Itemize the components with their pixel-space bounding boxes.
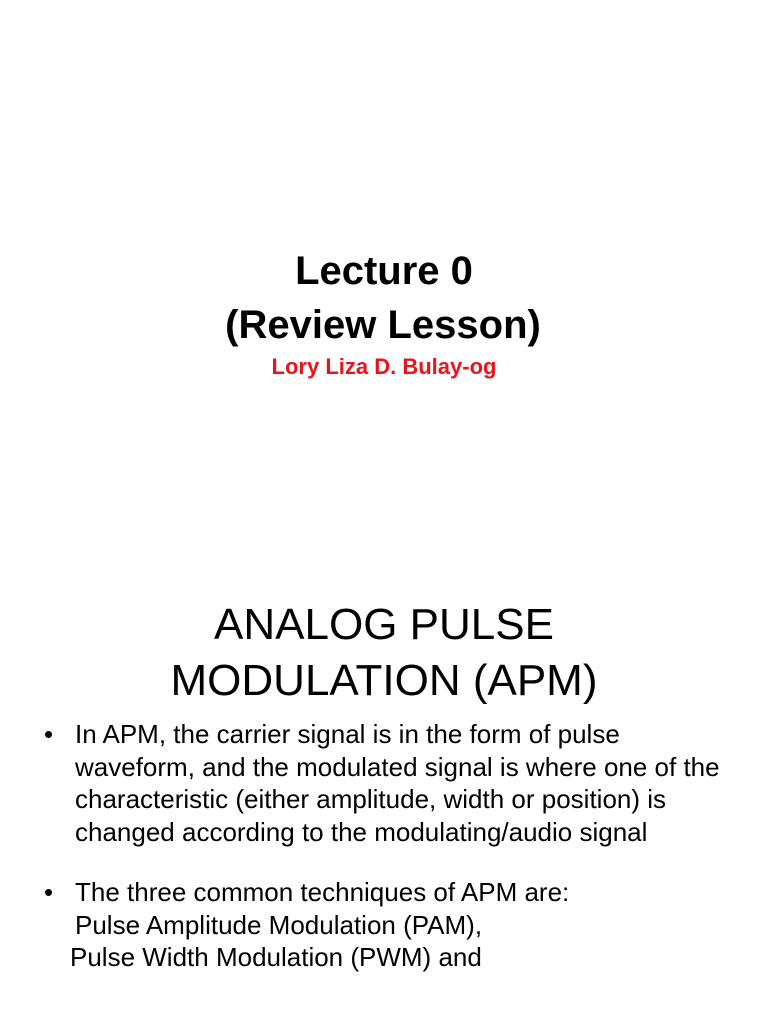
bullet-text-line2: Pulse Amplitude Modulation (PAM),	[75, 909, 483, 940]
lecture-title-line2: (Review Lesson)	[225, 303, 541, 347]
bullet-dot-icon: •	[44, 719, 54, 749]
title-slide	[0, 0, 768, 390]
bullet-item	[0, 718, 768, 848]
bullet-text: In APM, the carrier signal is in the form of pulse waveform, and the modulated signal is where one of the characteristic (either amplitude, width or position) is changed according to the modulating/audio signal	[75, 719, 720, 847]
section-title-line2: MODULATION (APM)	[170, 656, 598, 705]
section-title-line1: ANALOG PULSE	[214, 600, 554, 649]
bullet-dot-icon: •	[44, 877, 54, 907]
lecture-title	[0, 247, 768, 349]
bullet-text-line1: The three common techniques of APM are:	[75, 877, 570, 907]
bullet-item	[0, 876, 768, 974]
lecture-title-line1: Lecture 0	[295, 249, 473, 293]
bullet-text-line3: Pulse Width Modulation (PWM) and	[70, 942, 482, 972]
author-name: Lory Liza D. Bulay-og	[271, 354, 497, 379]
section-title	[0, 597, 768, 709]
bullet-list	[0, 718, 768, 974]
